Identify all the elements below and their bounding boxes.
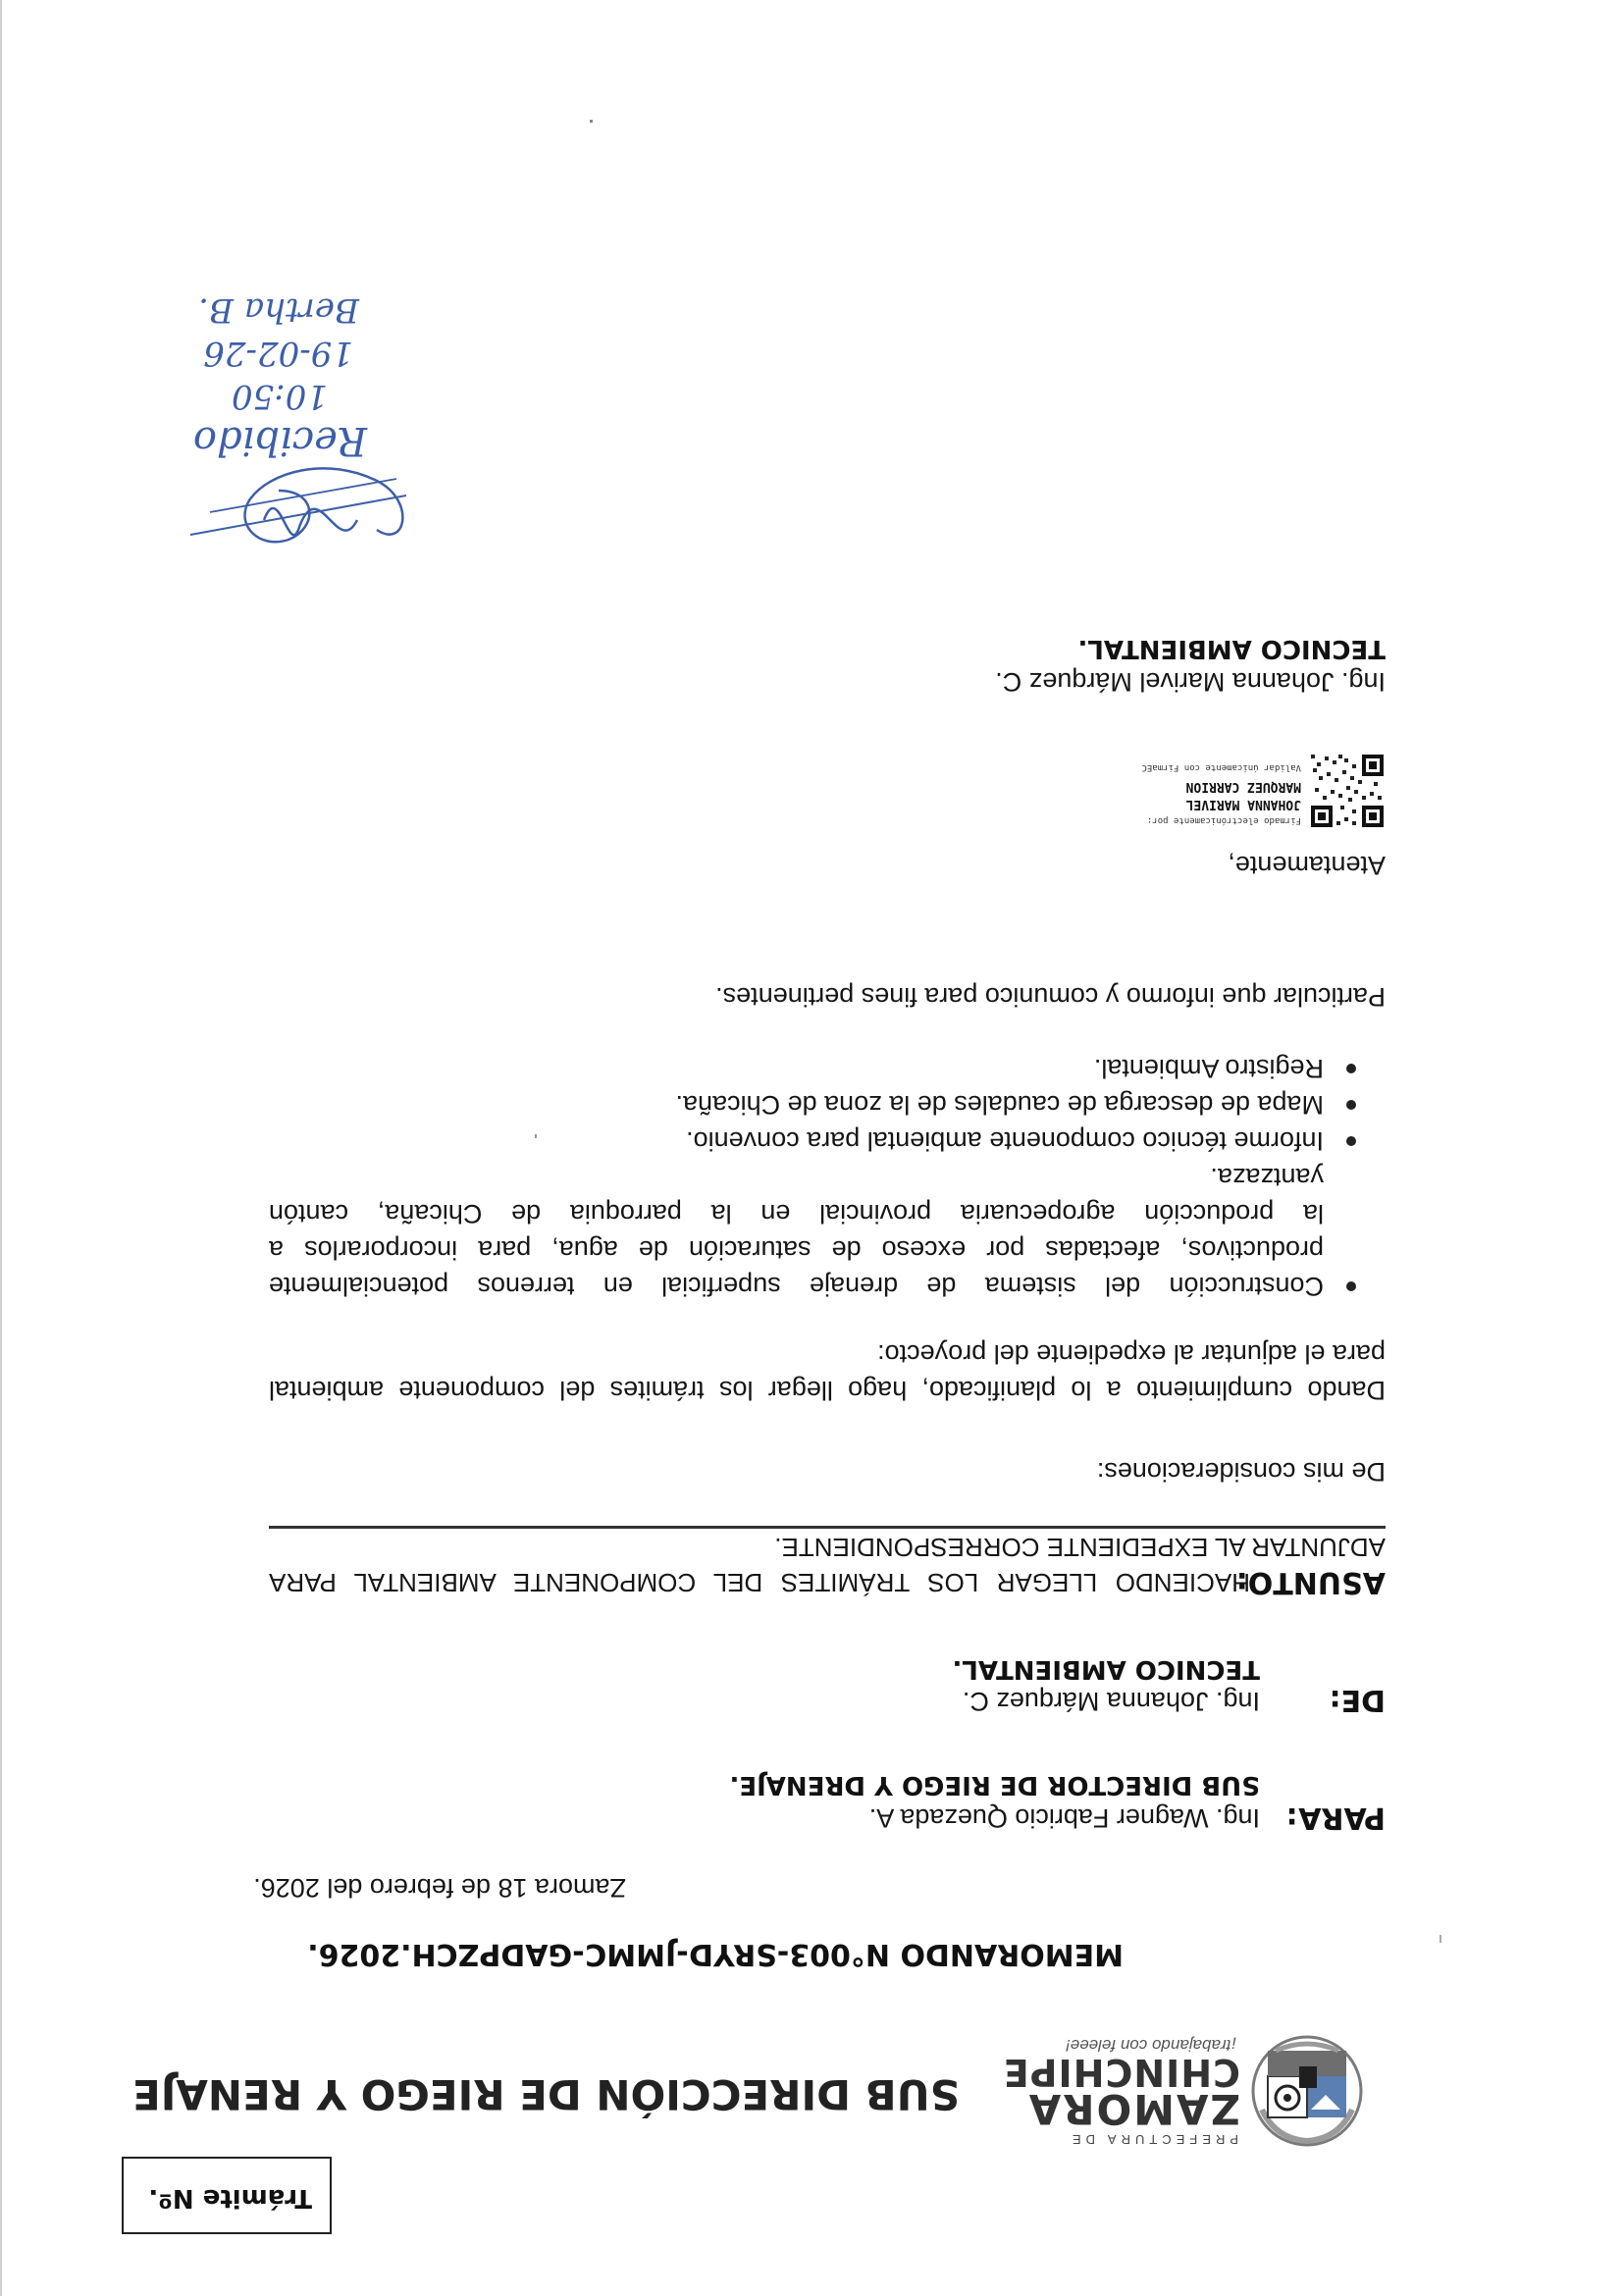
- item-1-line-3: la producción agropecuaria provincial en la parroquia de Chicaña, cantón: [269, 1199, 1324, 1228]
- tramite-box: [122, 2157, 332, 2234]
- intro-line-1: Dando cumplimiento a lo planificado, hago llegar los trámites del componente ambiental: [269, 1376, 1386, 1405]
- received-stamp: [151, 275, 436, 589]
- handwritten-signature: [151, 442, 436, 589]
- prefectura-emblem-icon: [1245, 2033, 1368, 2149]
- logo-zamora: ZAMORA: [1026, 2085, 1240, 2133]
- item-1-line-1: Construcción del sistema de drenaje superficial en terrenos potencialmente: [269, 1272, 1324, 1301]
- department-heading: SUB DIRECCIÓN DE RIEGO Y RENAJE: [132, 2070, 960, 2118]
- stamp-receiver: Bertha B.: [198, 290, 359, 330]
- tramite-label: Trámite Nº.: [148, 2183, 312, 2213]
- scan-speck: [535, 1134, 537, 1138]
- bullet-2: [1346, 1136, 1356, 1146]
- stamp-time: 10:50: [232, 377, 328, 416]
- bullet-1: [1346, 1281, 1356, 1291]
- para-name: Ing. Wagner Fabricio Quezada A.: [868, 1803, 1260, 1833]
- item-4: Registro Ambiental.: [1093, 1054, 1324, 1083]
- closing-text: Particular que informo y comunico para fines pertinentes.: [715, 982, 1386, 1012]
- scan-speck: [1440, 1935, 1441, 1943]
- stamp-date: 19-02-26: [203, 334, 353, 373]
- scan-edge: [0, 0, 2, 2296]
- farewell: Atentamente,: [1228, 851, 1386, 880]
- logo-slogan: ¡trabajando con feleee!: [1066, 2036, 1236, 2055]
- logo-small-caption: PREFECTURA DE: [1067, 2132, 1238, 2147]
- logo-chinchipe: CHINCHIPE: [1002, 2051, 1240, 2094]
- signer-title: TECNICO AMBIENTAL.: [1077, 634, 1386, 663]
- item-2: Informe técnico componente ambiental para convenio.: [686, 1126, 1324, 1156]
- esign-name-2: MARQUEZ CARRION: [1185, 779, 1301, 794]
- prefectura-logo: [995, 2033, 1368, 2149]
- asunto-line-1: HACIENDO LLEGAR LOS TRÁMITES DEL COMPONENTE AMBIENTAL PARA: [269, 1568, 1250, 1597]
- item-1-line-2: productivos, afectadas por exceso de saturación de agua, para incorporarlos a: [269, 1235, 1324, 1265]
- scan-speck: [590, 120, 593, 123]
- esign-name-1: JOHANNA MARIVEL: [1185, 797, 1301, 811]
- item-3: Mapa de descarga de caudales de la zona de Chicaña.: [675, 1090, 1324, 1120]
- de-title: TECNICO AMBIENTAL.: [952, 1654, 1260, 1684]
- bullet-3: [1346, 1100, 1356, 1110]
- stamp-received: Recibido: [192, 418, 367, 463]
- memo-number: MEMORANDO N°003-SRYD-JMMC-GADPZCH.2026.: [307, 1937, 1124, 1971]
- item-1-line-4: yantzaza.: [1210, 1163, 1324, 1192]
- para-title: SUB DIRECTOR DE RIEGO Y DRENAJE.: [729, 1770, 1260, 1800]
- electronic-signature: [1072, 753, 1386, 829]
- place-date: Zamora 18 de febrero del 2026.: [253, 1873, 626, 1903]
- qr-code-icon: [1309, 753, 1386, 829]
- de-label: DE:: [1329, 1683, 1386, 1717]
- de-name: Ing. Johanna Márquez C.: [962, 1687, 1260, 1716]
- greeting: De mis consideraciones:: [1096, 1457, 1386, 1487]
- bullet-4: [1346, 1064, 1356, 1073]
- asunto-divider: [269, 1526, 1386, 1529]
- intro-line-2: para el adjuntar al expediente del proyecto:: [877, 1339, 1386, 1369]
- esign-caption: Firmado electrónicamente por:: [1146, 815, 1301, 825]
- esign-validate: Validar únicamente con FirmaEC: [1141, 762, 1301, 772]
- para-label: PARA:: [1285, 1800, 1386, 1835]
- asunto-line-2: ADJUNTAR AL EXPEDIENTE CORRESPONDIENTE.: [774, 1533, 1386, 1562]
- asunto-label: ASUNTO:: [1235, 1565, 1386, 1599]
- signer-name: Ing. Johanna Marivel Márquez C.: [995, 667, 1386, 697]
